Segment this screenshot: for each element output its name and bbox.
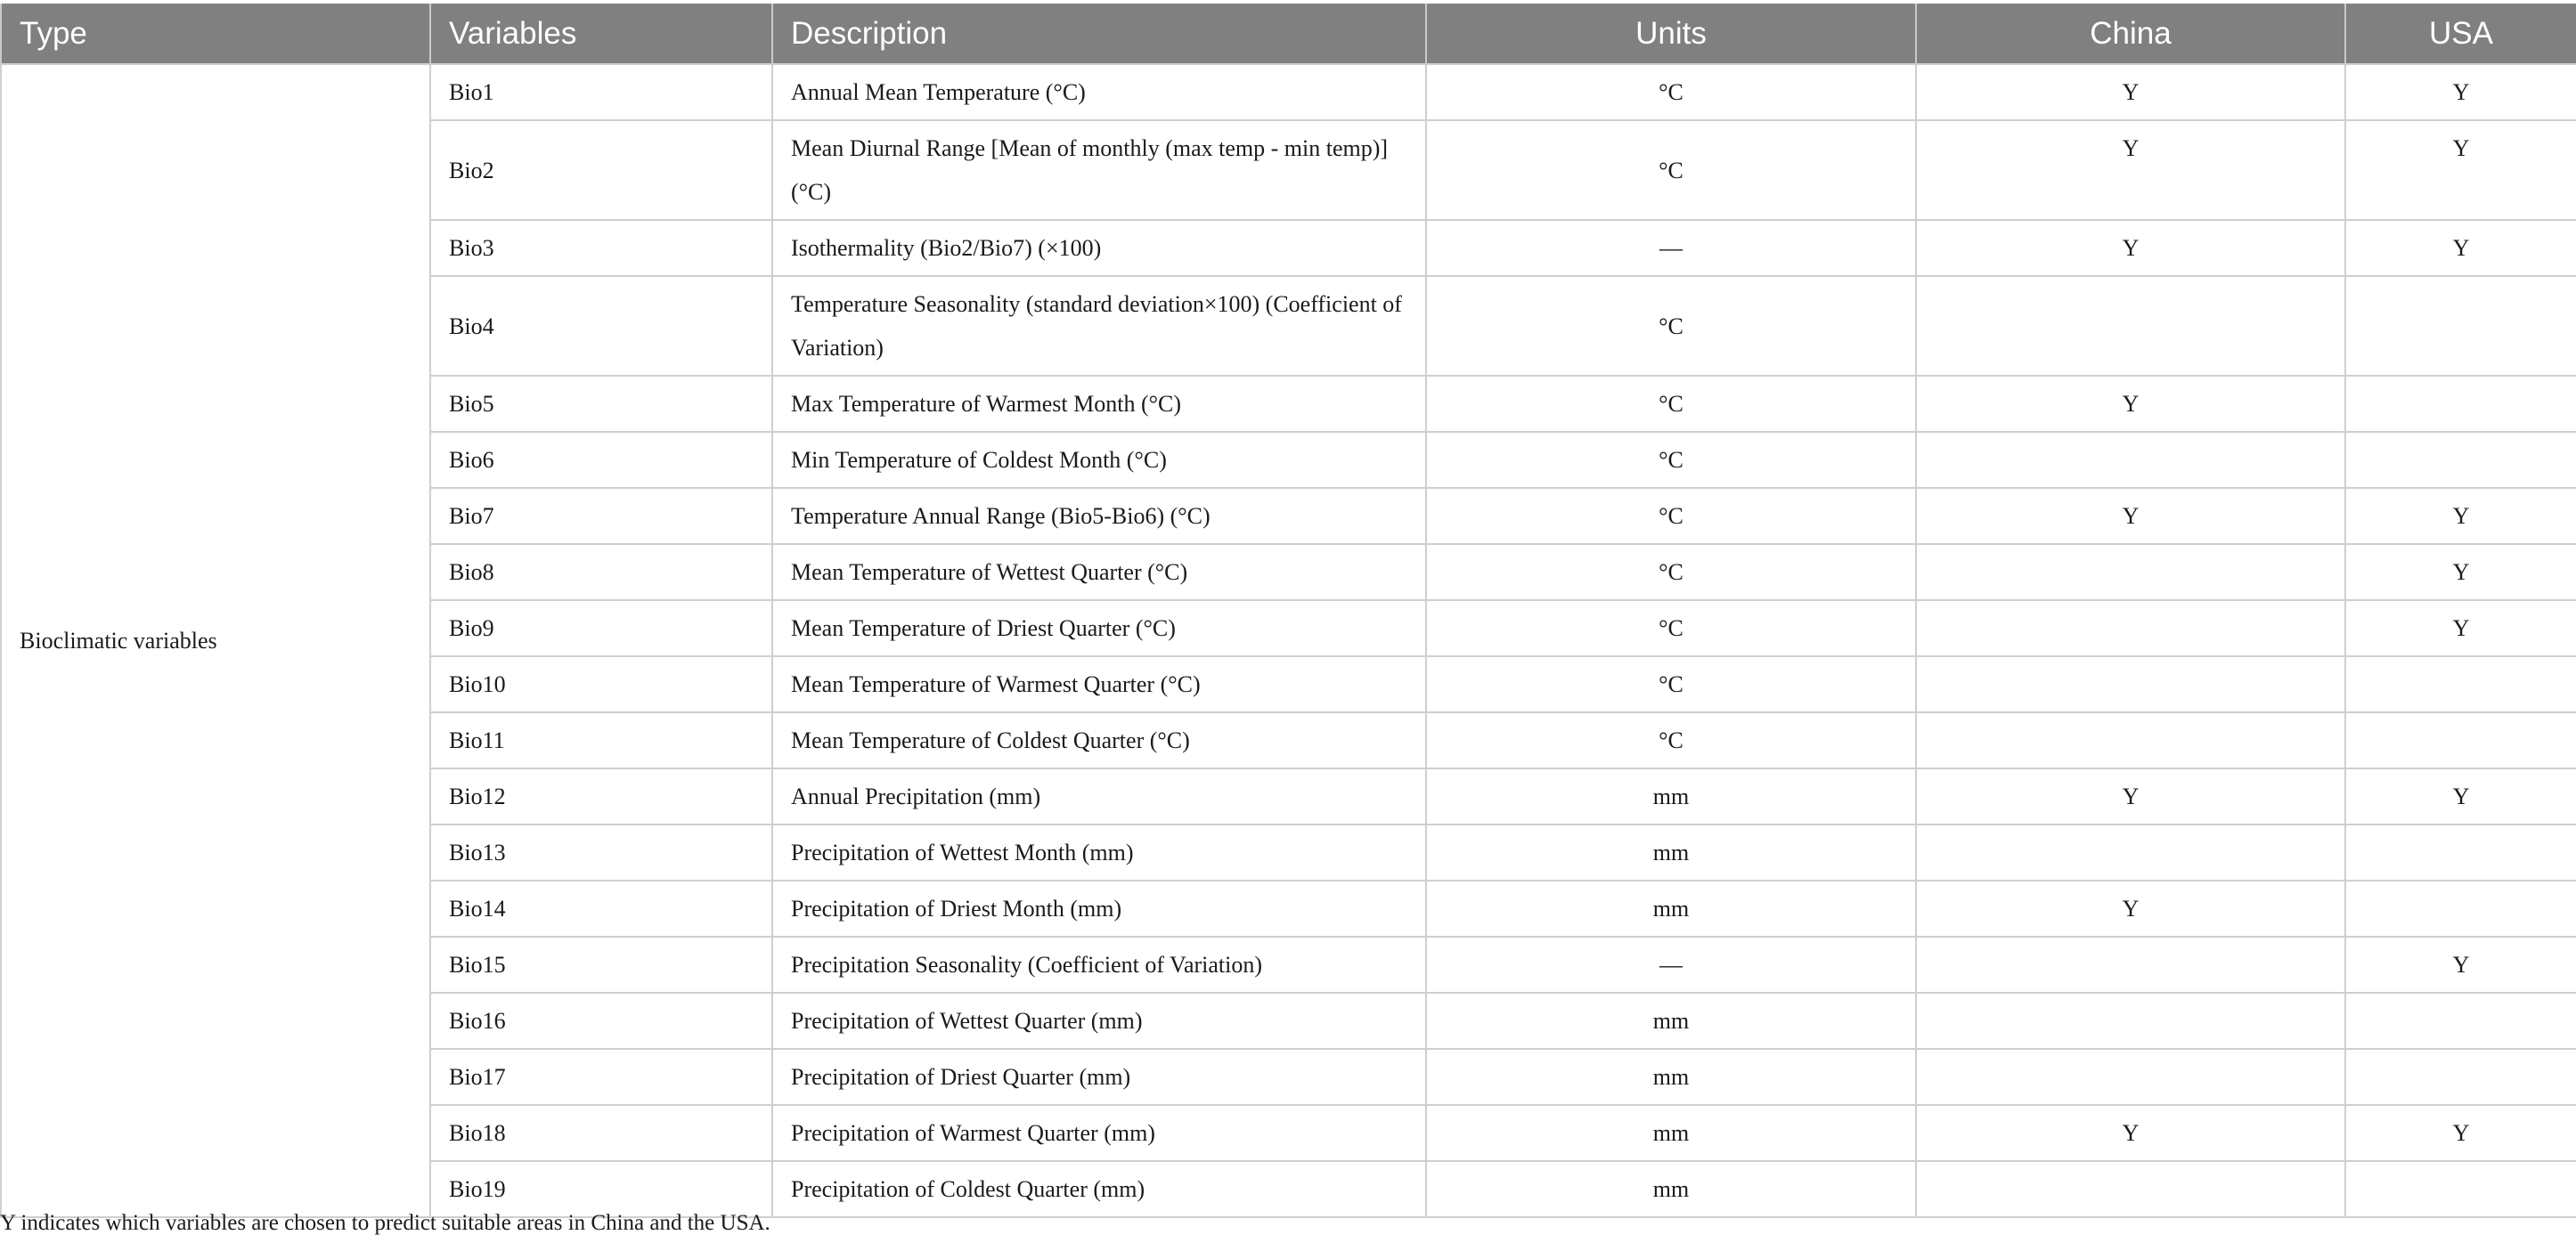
china-cell	[1916, 1049, 2345, 1105]
description-cell: Mean Temperature of Coldest Quarter (°C)	[772, 712, 1426, 768]
variable-cell: Bio15	[430, 937, 772, 993]
description-cell: Annual Mean Temperature (°C)	[772, 64, 1426, 120]
usa-cell: Y	[2345, 937, 2576, 993]
china-cell	[1916, 276, 2345, 376]
units-cell: mm	[1426, 993, 1916, 1049]
description-cell: Mean Temperature of Driest Quarter (°C)	[772, 600, 1426, 656]
units-cell: °C	[1426, 712, 1916, 768]
variable-cell: Bio9	[430, 600, 772, 656]
china-cell: Y	[1916, 220, 2345, 276]
variable-cell: Bio5	[430, 376, 772, 432]
china-cell: Y	[1916, 488, 2345, 544]
usa-cell: Y	[2345, 120, 2576, 220]
units-cell: —	[1426, 937, 1916, 993]
units-cell: mm	[1426, 825, 1916, 881]
header-usa: USA	[2345, 4, 2576, 64]
units-cell: °C	[1426, 656, 1916, 712]
units-cell: °C	[1426, 544, 1916, 600]
usa-cell: Y	[2345, 488, 2576, 544]
variable-cell: Bio13	[430, 825, 772, 881]
variable-cell: Bio18	[430, 1105, 772, 1161]
usa-cell: Y	[2345, 544, 2576, 600]
variable-cell: Bio19	[430, 1161, 772, 1217]
variable-cell: Bio2	[430, 120, 772, 220]
usa-cell	[2345, 993, 2576, 1049]
usa-cell: Y	[2345, 220, 2576, 276]
china-cell: Y	[1916, 881, 2345, 937]
usa-cell	[2345, 432, 2576, 488]
usa-cell	[2345, 881, 2576, 937]
description-cell: Temperature Annual Range (Bio5-Bio6) (°C)	[772, 488, 1426, 544]
description-cell: Precipitation of Driest Quarter (mm)	[772, 1049, 1426, 1105]
description-cell: Annual Precipitation (mm)	[772, 768, 1426, 825]
units-cell: mm	[1426, 881, 1916, 937]
units-cell: —	[1426, 220, 1916, 276]
units-cell: mm	[1426, 768, 1916, 825]
description-cell: Precipitation of Coldest Quarter (mm)	[772, 1161, 1426, 1217]
description-cell: Max Temperature of Warmest Month (°C)	[772, 376, 1426, 432]
description-cell: Mean Temperature of Wettest Quarter (°C)	[772, 544, 1426, 600]
china-cell	[1916, 432, 2345, 488]
table-header-row	[1, 4, 2576, 64]
usa-cell: Y	[2345, 600, 2576, 656]
description-cell: Precipitation of Wettest Month (mm)	[772, 825, 1426, 881]
units-cell: mm	[1426, 1105, 1916, 1161]
type-cell: Bioclimatic variables	[1, 64, 430, 1217]
variable-cell: Bio1	[430, 64, 772, 120]
variable-cell: Bio16	[430, 993, 772, 1049]
china-cell	[1916, 656, 2345, 712]
usa-cell: Y	[2345, 768, 2576, 825]
variable-cell: Bio7	[430, 488, 772, 544]
china-cell: Y	[1916, 376, 2345, 432]
table-row	[1, 64, 2576, 120]
variable-cell: Bio6	[430, 432, 772, 488]
description-cell: Precipitation of Driest Month (mm)	[772, 881, 1426, 937]
china-cell	[1916, 937, 2345, 993]
usa-cell	[2345, 712, 2576, 768]
units-cell: °C	[1426, 276, 1916, 376]
header-variables: Variables	[430, 4, 772, 64]
description-cell: Min Temperature of Coldest Month (°C)	[772, 432, 1426, 488]
header-type: Type	[1, 4, 430, 64]
variable-cell: Bio4	[430, 276, 772, 376]
china-cell	[1916, 825, 2345, 881]
units-cell: °C	[1426, 488, 1916, 544]
description-cell: Mean Diurnal Range [Mean of monthly (max temp - min temp)] (°C)	[772, 120, 1426, 220]
china-cell: Y	[1916, 120, 2345, 220]
china-cell	[1916, 993, 2345, 1049]
china-cell: Y	[1916, 64, 2345, 120]
variable-cell: Bio10	[430, 656, 772, 712]
china-cell	[1916, 544, 2345, 600]
china-cell	[1916, 600, 2345, 656]
variable-cell: Bio17	[430, 1049, 772, 1105]
units-cell: °C	[1426, 432, 1916, 488]
usa-cell: Y	[2345, 64, 2576, 120]
variable-cell: Bio11	[430, 712, 772, 768]
header-china: China	[1916, 4, 2345, 64]
usa-cell	[2345, 656, 2576, 712]
description-cell: Isothermality (Bio2/Bio7) (×100)	[772, 220, 1426, 276]
units-cell: °C	[1426, 376, 1916, 432]
units-cell: °C	[1426, 64, 1916, 120]
units-cell: mm	[1426, 1049, 1916, 1105]
description-cell: Temperature Seasonality (standard deviation×100) (Coefficient of Variation)	[772, 276, 1426, 376]
header-description: Description	[772, 4, 1426, 64]
usa-cell: Y	[2345, 1105, 2576, 1161]
variable-cell: Bio14	[430, 881, 772, 937]
units-cell: °C	[1426, 120, 1916, 220]
variable-cell: Bio3	[430, 220, 772, 276]
variables-table-container	[0, 4, 2576, 1218]
variable-cell: Bio8	[430, 544, 772, 600]
description-cell: Precipitation of Warmest Quarter (mm)	[772, 1105, 1426, 1161]
description-cell: Precipitation Seasonality (Coefficient of Variation)	[772, 937, 1426, 993]
china-cell: Y	[1916, 1105, 2345, 1161]
china-cell	[1916, 1161, 2345, 1217]
usa-cell	[2345, 1049, 2576, 1105]
china-cell: Y	[1916, 768, 2345, 825]
table-body	[1, 64, 2576, 1217]
bioclimatic-variables-table	[0, 4, 2576, 1218]
header-units: Units	[1426, 4, 1916, 64]
usa-cell	[2345, 825, 2576, 881]
table-footnote: Y indicates which variables are chosen to predict suitable areas in China and the USA.	[0, 1211, 770, 1235]
china-cell	[1916, 712, 2345, 768]
description-cell: Mean Temperature of Warmest Quarter (°C)	[772, 656, 1426, 712]
usa-cell	[2345, 376, 2576, 432]
units-cell: mm	[1426, 1161, 1916, 1217]
units-cell: °C	[1426, 600, 1916, 656]
description-cell: Precipitation of Wettest Quarter (mm)	[772, 993, 1426, 1049]
variable-cell: Bio12	[430, 768, 772, 825]
usa-cell	[2345, 276, 2576, 376]
usa-cell	[2345, 1161, 2576, 1217]
